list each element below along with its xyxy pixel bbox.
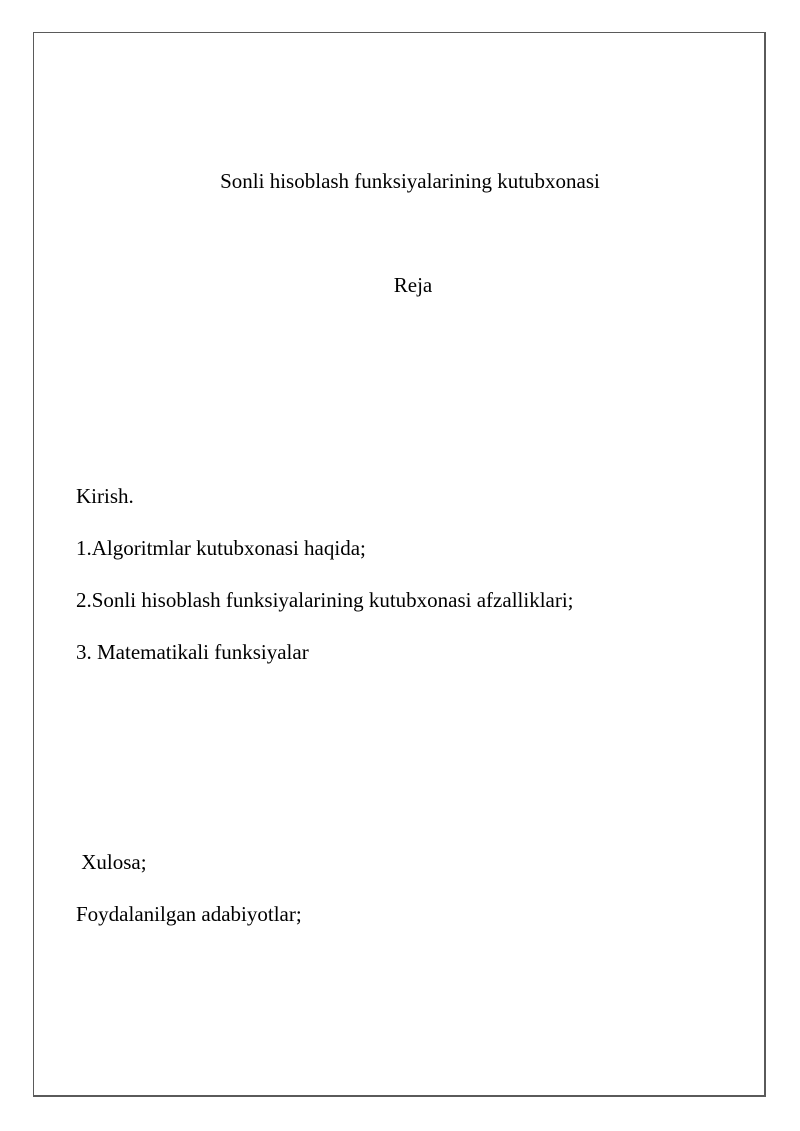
plan-item-3: 3. Matematikali funksiyalar xyxy=(76,640,309,664)
plan-item-conclusion: Xulosa; xyxy=(76,850,147,874)
plan-item-2: 2.Sonli hisoblash funksiyalarining kutubxonasi afzalliklari; xyxy=(76,588,574,612)
plan-heading: Reja xyxy=(393,273,433,297)
plan-item-references: Foydalanilgan adabiyotlar; xyxy=(76,902,302,926)
document-title: Sonli hisoblash funksiyalarining kutubxonasi xyxy=(220,169,600,193)
plan-item-introduction: Kirish. xyxy=(76,484,134,508)
plan-item-1: 1.Algoritmlar kutubxonasi haqida; xyxy=(76,536,366,560)
